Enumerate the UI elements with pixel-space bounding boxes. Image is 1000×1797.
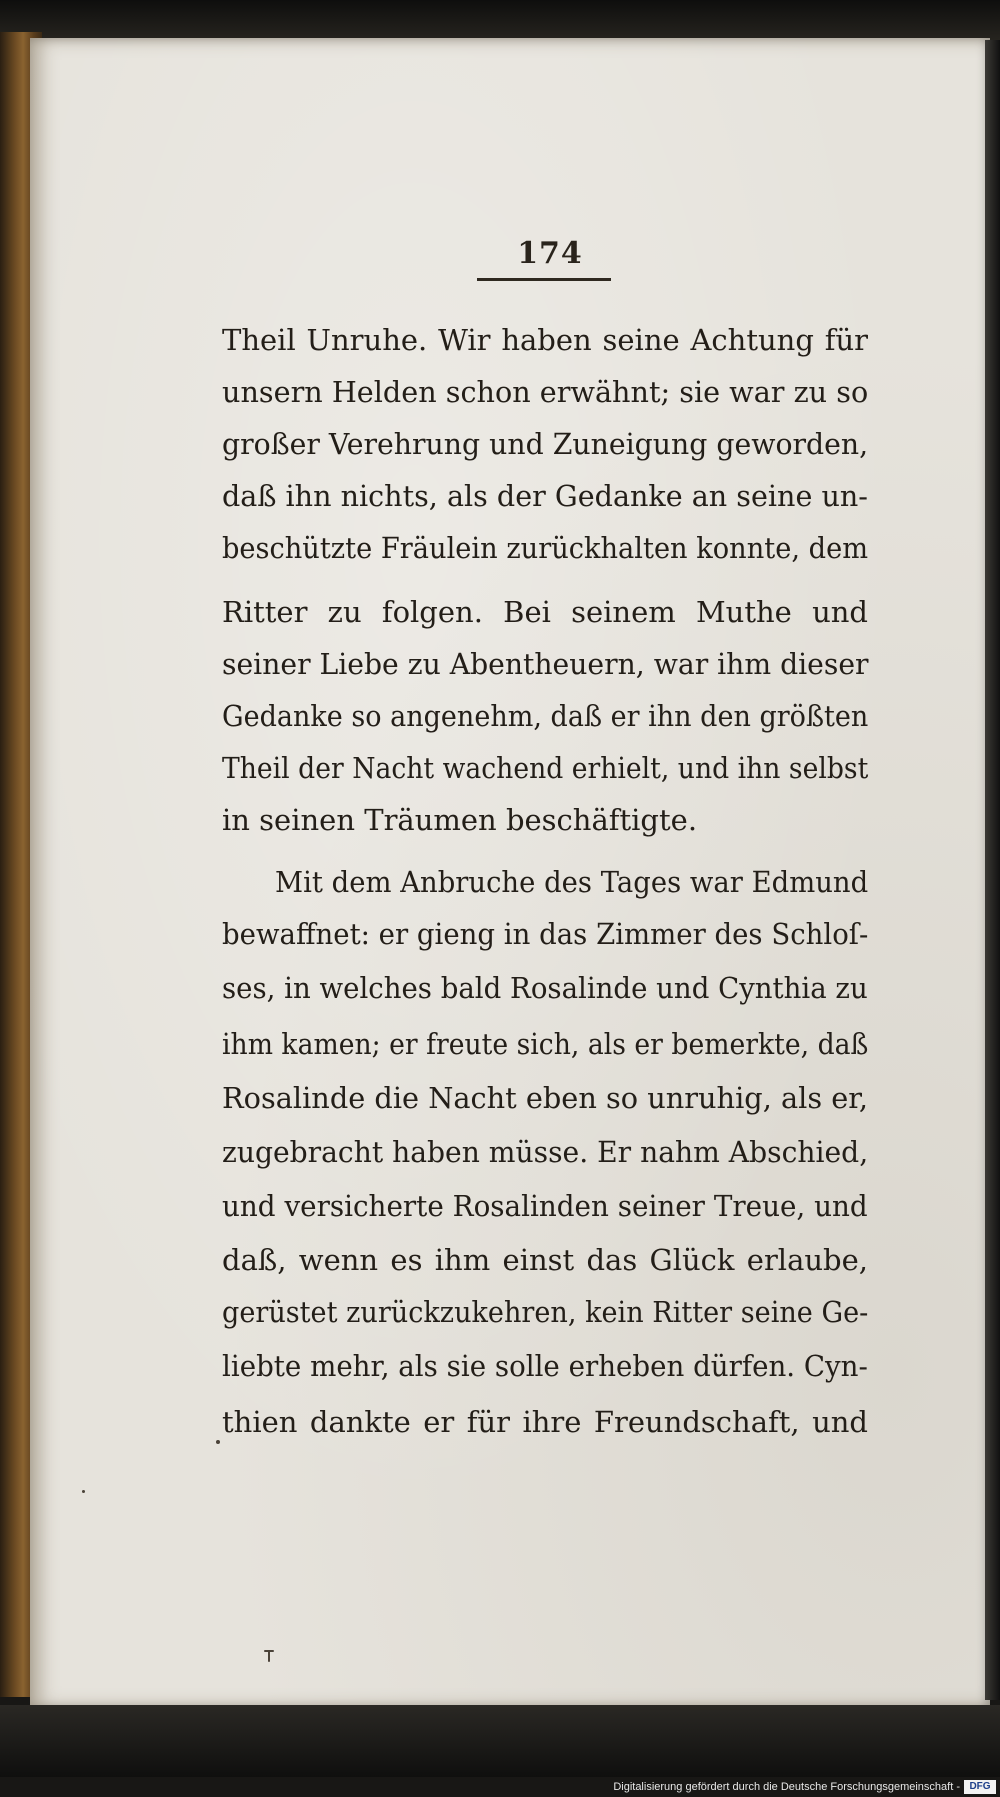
text-line: liebte mehr, als sie solle erheben dürfen. Cyn-: [222, 1349, 868, 1383]
text-line: daß ihn nichts, als der Gedanke an seine un-: [222, 479, 868, 513]
text-line: Theil der Nacht wachend erhielt, und ihn selbst: [222, 751, 869, 785]
text-line: gerüstet zurückzukehren, kein Ritter seine Ge-: [222, 1295, 869, 1329]
text-line: seiner Liebe zu Abentheuern, war ihm dieser: [222, 647, 869, 681]
text-line: Gedanke so angenehm, daß er ihn den größten: [222, 699, 869, 733]
paper-speck: [216, 1440, 220, 1444]
dfg-logo: DFG: [964, 1780, 996, 1794]
text-line: bewaffnet: er gieng in das Zimmer des Schloſ-: [222, 917, 869, 951]
page-number-rule: [477, 278, 611, 281]
text-line: Theil Unruhe. Wir haben seine Achtung für: [222, 323, 868, 357]
text-line: und versicherte Rosalinden seiner Treue, und: [222, 1189, 868, 1223]
text-line: großer Verehrung und Zuneigung geworden,: [222, 427, 869, 461]
text-line: beschützte Fräulein zurückhalten konnte, dem: [222, 531, 869, 565]
paper-speck: [82, 1490, 85, 1493]
text-line: thien dankte er für ihre Freundschaft, und: [222, 1405, 868, 1439]
text-line: Rosalinde die Nacht eben so unruhig, als er,: [222, 1081, 869, 1115]
paragraph-first-line: Mit dem Anbruche des Tages war Edmund: [275, 865, 869, 899]
text-line: Ritter zu folgen. Bei seinem Muthe und: [222, 595, 868, 629]
scan-bottom-edge: [0, 1705, 1000, 1777]
text-line: zugebracht haben müsse. Er nahm Abschied,: [222, 1135, 869, 1169]
text-line: ses, in welches bald Rosalinde und Cynthia zu: [222, 971, 868, 1005]
page-number: 174: [517, 236, 583, 271]
scan-top-edge: [0, 0, 1000, 40]
scan-right-edge: [985, 40, 1000, 1700]
digitization-credit: Digitalisierung gefördert durch die Deutsche Forschungsgemeinschaft -: [613, 1781, 960, 1793]
paper-speck: [268, 1650, 270, 1662]
text-line: unsern Helden schon erwähnt; sie war zu so: [222, 375, 869, 409]
text-line: in seinen Träumen beschäftigte.: [222, 803, 698, 837]
text-line: daß, wenn es ihm einst das Glück erlaube,: [222, 1243, 868, 1277]
text-line: ihm kamen; er freute sich, als er bemerkte, daß: [222, 1027, 869, 1061]
